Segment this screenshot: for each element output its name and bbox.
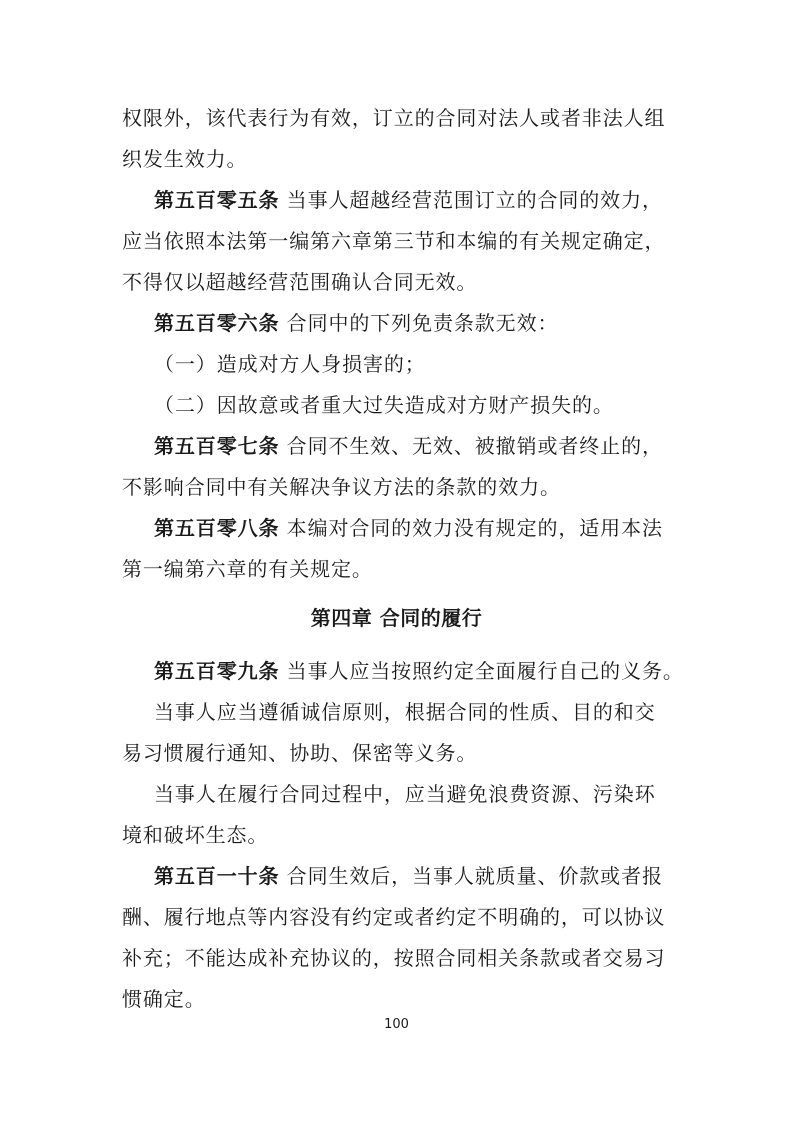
article-number: 第五百零六条 [154,311,280,335]
article-number: 第五百零九条 [154,659,280,683]
paragraph-line: 境和破坏生态。 [122,823,269,847]
paragraph-line: 易习惯履行通知、协助、保密等义务。 [122,741,478,765]
article-number: 第五百零五条 [154,188,280,212]
article-506: 第五百零六条 合同中的下列免责条款无效： [154,311,559,335]
article-507: 第五百零七条 合同不生效、无效、被撤销或者终止的， [154,434,663,458]
paragraph-line: 不得仅以超越经营范围确认合同无效。 [122,270,478,294]
paragraph-line: 补充；不能达成补充协议的，按照合同相关条款或者交易习 [122,946,666,970]
article-number: 第五百零七条 [154,434,280,458]
page-number: 100 [384,1017,409,1032]
paragraph-line: 当事人在履行合同过程中，应当避免浪费资源、污染环 [154,782,656,806]
list-item: （一）造成对方人身损害的； [154,352,426,376]
paragraph-line: 当事人应当遵循诚信原则，根据合同的性质、目的和交 [154,700,656,724]
article-number: 第五百零八条 [154,516,280,540]
paragraph-line: 第一编第六章的有关规定。 [122,557,373,581]
article-509: 第五百零九条 当事人应当按照约定全面履行自己的义务。 [154,659,684,683]
paragraph-line: 不影响合同中有关解决争议方法的条款的效力。 [122,475,561,499]
article-505: 第五百零五条 当事人超越经营范围订立的合同的效力， [154,188,663,212]
paragraph-line: 权限外，该代表行为有效，订立的合同对法人或者非法人组 [122,106,666,130]
paragraph-line: 织发生效力。 [122,147,248,171]
chapter-heading: 第四章 合同的履行 [310,606,483,630]
list-item: （二）因故意或者重大过失造成对方财产损失的。 [154,393,614,417]
paragraph-line: 应当依照本法第一编第六章第三节和本编的有关规定确定， [122,229,666,253]
article-508: 第五百零八条 本编对合同的效力没有规定的，适用本法 [154,516,663,540]
paragraph-line: 惯确定。 [122,987,206,1011]
article-510: 第五百一十条 合同生效后，当事人就质量、价款或者报 [154,864,663,888]
article-number: 第五百一十条 [154,864,280,888]
paragraph-line: 酬、履行地点等内容没有约定或者约定不明确的，可以协议 [122,905,666,929]
